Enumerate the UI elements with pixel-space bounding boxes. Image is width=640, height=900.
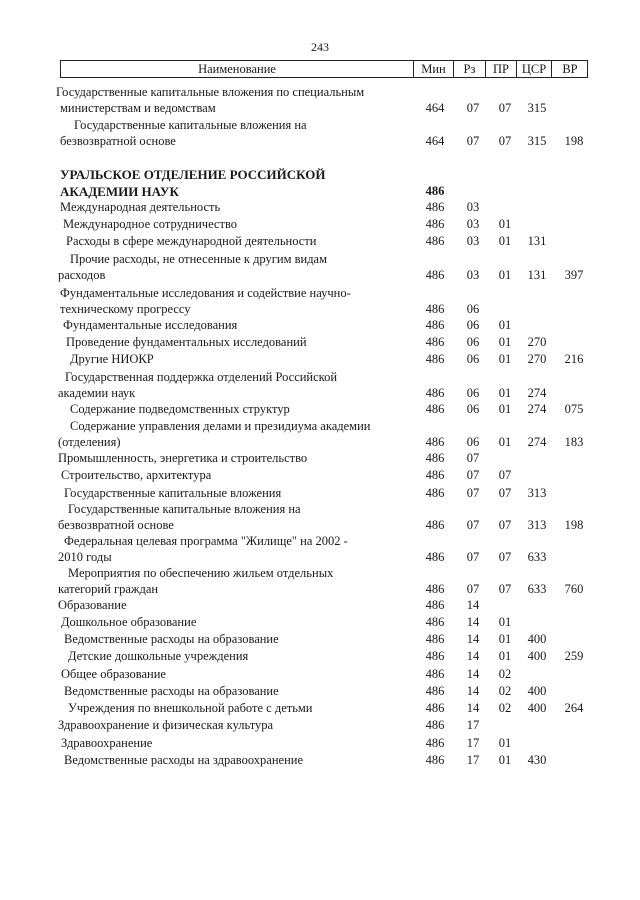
cell-csr: 274 — [527, 402, 547, 416]
cell-rz: 07 — [466, 134, 480, 148]
row-name-line: Образование — [58, 598, 127, 612]
cell-csr: 274 — [527, 435, 547, 449]
cell-min: 486 — [425, 582, 445, 596]
row-name-line: Другие НИОКР — [70, 352, 154, 366]
row-name-line: Государственные капитальные вложения на — [74, 118, 307, 132]
cell-min: 486 — [425, 386, 445, 400]
cell-min: 486 — [425, 335, 445, 349]
cell-min: 464 — [425, 101, 445, 115]
cell-min: 486 — [425, 468, 445, 482]
cell-min: 486 — [425, 615, 445, 629]
cell-min: 486 — [425, 718, 445, 732]
table-header — [60, 60, 588, 78]
cell-csr: 400 — [527, 701, 547, 715]
cell-pr: 01 — [498, 234, 512, 248]
cell-pr: 02 — [498, 667, 512, 681]
cell-pr: 07 — [498, 518, 512, 532]
cell-csr: 315 — [527, 134, 547, 148]
cell-csr: 430 — [527, 753, 547, 767]
cell-rz: 07 — [466, 486, 480, 500]
header-rz: Рз — [453, 61, 485, 78]
cell-rz: 03 — [466, 200, 480, 214]
cell-min: 486 — [425, 302, 445, 316]
cell-min: 486 — [425, 736, 445, 750]
cell-pr: 02 — [498, 701, 512, 715]
cell-pr: 01 — [498, 335, 512, 349]
cell-vr: 198 — [564, 134, 584, 148]
cell-csr: 270 — [527, 352, 547, 366]
cell-pr: 07 — [498, 486, 512, 500]
cell-rz: 06 — [466, 435, 480, 449]
cell-vr: 760 — [564, 582, 584, 596]
cell-min: 486 — [425, 268, 445, 282]
cell-rz: 14 — [466, 632, 480, 646]
cell-min: 486 — [425, 649, 445, 663]
cell-csr: 633 — [527, 550, 547, 564]
cell-vr: 259 — [564, 649, 584, 663]
cell-min: 486 — [425, 352, 445, 366]
row-name-line: Международная деятельность — [60, 200, 221, 214]
row-name-line: Содержание подведомственных структур — [70, 402, 290, 416]
cell-min: 486 — [425, 486, 445, 500]
cell-pr: 01 — [498, 435, 512, 449]
cell-vr: 264 — [564, 701, 584, 715]
cell-min: 486 — [425, 200, 445, 214]
row-name-line: Детские дошкольные учреждения — [68, 649, 249, 663]
page-number: 243 — [311, 40, 329, 54]
header-min: Мин — [413, 61, 453, 78]
row-name-line: Международное сотрудничество — [63, 217, 238, 231]
row-name-line: безвозвратной основе — [60, 134, 176, 148]
row-name-line: Прочие расходы, не отнесенные к другим видам — [70, 252, 328, 266]
cell-rz: 03 — [466, 268, 480, 282]
cell-rz: 17 — [466, 736, 480, 750]
row-name-line: министерствам и ведомствам — [60, 101, 216, 115]
cell-csr: 131 — [527, 268, 547, 282]
cell-rz: 14 — [466, 667, 480, 681]
cell-rz: 06 — [466, 302, 480, 316]
row-name-line: безвозвратной основе — [58, 518, 174, 532]
cell-vr: 216 — [564, 352, 584, 366]
row-name-line: АКАДЕМИИ НАУК — [60, 184, 179, 199]
cell-rz: 06 — [466, 352, 480, 366]
row-name-line: Промышленность, энергетика и строительство — [58, 451, 308, 465]
header-pr: ПР — [485, 61, 516, 78]
cell-csr: 400 — [527, 649, 547, 663]
cell-min: 486 — [425, 184, 445, 198]
cell-rz: 07 — [466, 101, 480, 115]
header-vr: ВР — [551, 61, 588, 78]
cell-csr: 313 — [527, 518, 547, 532]
cell-rz: 07 — [466, 468, 480, 482]
row-name-line: академии наук — [58, 386, 136, 400]
cell-pr: 01 — [498, 753, 512, 767]
cell-rz: 07 — [466, 582, 480, 596]
row-name-line: Здравоохранение — [61, 736, 153, 750]
row-name-line: Учреждения по внешкольной работе с детьми — [68, 701, 313, 715]
cell-pr: 07 — [498, 550, 512, 564]
cell-csr: 270 — [527, 335, 547, 349]
row-name-line: 2010 годы — [58, 550, 112, 564]
cell-min: 486 — [425, 217, 445, 231]
cell-pr: 07 — [498, 101, 512, 115]
row-name-line: Здравоохранение и физическая культура — [58, 718, 274, 732]
row-name-line: Фундаментальные исследования — [63, 318, 238, 332]
cell-min: 486 — [425, 550, 445, 564]
cell-csr: 315 — [527, 101, 547, 115]
row-name-line: Общее образование — [61, 667, 166, 681]
cell-pr: 01 — [498, 649, 512, 663]
cell-vr: 198 — [564, 518, 584, 532]
row-name-line: Федеральная целевая программа "Жилище" на 2002 - — [64, 534, 348, 548]
cell-vr: 075 — [564, 402, 584, 416]
cell-pr: 01 — [498, 268, 512, 282]
row-name-line: Государственная поддержка отделений Российской — [65, 370, 338, 384]
cell-pr: 01 — [498, 632, 512, 646]
cell-rz: 06 — [466, 386, 480, 400]
cell-min: 486 — [425, 701, 445, 715]
cell-min: 486 — [425, 598, 445, 612]
cell-min: 486 — [425, 684, 445, 698]
cell-csr: 131 — [527, 234, 547, 248]
cell-rz: 06 — [466, 402, 480, 416]
cell-rz: 17 — [466, 753, 480, 767]
cell-csr: 400 — [527, 684, 547, 698]
cell-rz: 03 — [466, 234, 480, 248]
row-name-line: (отделения) — [58, 435, 121, 449]
row-name-line: УРАЛЬСКОЕ ОТДЕЛЕНИЕ РОССИЙСКОЙ — [60, 167, 326, 182]
cell-rz: 07 — [466, 451, 480, 465]
cell-rz: 06 — [466, 318, 480, 332]
cell-rz: 14 — [466, 684, 480, 698]
cell-csr: 633 — [527, 582, 547, 596]
header-csr: ЦСР — [516, 61, 551, 78]
cell-pr: 01 — [498, 217, 512, 231]
row-name-line: Расходы в сфере международной деятельности — [66, 234, 317, 248]
cell-min: 486 — [425, 518, 445, 532]
cell-pr: 01 — [498, 736, 512, 750]
cell-rz: 14 — [466, 649, 480, 663]
cell-rz: 14 — [466, 598, 480, 612]
row-name-line: категорий граждан — [58, 582, 159, 596]
row-name-line: Ведомственные расходы на образование — [64, 632, 279, 646]
row-name-line: Фундаментальные исследования и содействие научно- — [60, 286, 351, 300]
row-name-line: Строительство, архитектура — [61, 468, 212, 482]
cell-min: 486 — [425, 234, 445, 248]
cell-min: 486 — [425, 667, 445, 681]
row-name-line: Государственные капитальные вложения по специальным — [56, 85, 365, 99]
cell-pr: 01 — [498, 386, 512, 400]
cell-rz: 07 — [466, 518, 480, 532]
cell-rz: 06 — [466, 335, 480, 349]
cell-pr: 07 — [498, 582, 512, 596]
cell-pr: 07 — [498, 134, 512, 148]
cell-vr: 183 — [564, 435, 584, 449]
cell-min: 486 — [425, 451, 445, 465]
cell-csr: 274 — [527, 386, 547, 400]
cell-pr: 07 — [498, 468, 512, 482]
row-name-line: Государственные капитальные вложения на — [68, 502, 301, 516]
cell-rz: 07 — [466, 550, 480, 564]
cell-pr: 01 — [498, 352, 512, 366]
row-name-line: Государственные капитальные вложения — [64, 486, 282, 500]
cell-min: 486 — [425, 632, 445, 646]
cell-min: 486 — [425, 753, 445, 767]
cell-pr: 01 — [498, 615, 512, 629]
cell-csr: 313 — [527, 486, 547, 500]
cell-rz: 14 — [466, 701, 480, 715]
cell-pr: 02 — [498, 684, 512, 698]
cell-rz: 17 — [466, 718, 480, 732]
cell-vr: 397 — [564, 268, 584, 282]
cell-pr: 01 — [498, 318, 512, 332]
row-name-line: Ведомственные расходы на образование — [64, 684, 279, 698]
row-name-line: Дошкольное образование — [61, 615, 197, 629]
row-name-line: техническому прогрессу — [60, 302, 191, 316]
row-name-line: Содержание управления делами и президиума академии — [70, 419, 371, 433]
cell-rz: 14 — [466, 615, 480, 629]
row-name-line: Мероприятия по обеспечению жильем отдельных — [68, 566, 334, 580]
cell-rz: 03 — [466, 217, 480, 231]
cell-min: 486 — [425, 318, 445, 332]
cell-csr: 400 — [527, 632, 547, 646]
cell-min: 486 — [425, 435, 445, 449]
row-name-line: расходов — [58, 268, 106, 282]
row-name-line: Проведение фундаментальных исследований — [66, 335, 307, 349]
header-name: Наименование — [198, 62, 276, 76]
cell-pr: 01 — [498, 402, 512, 416]
cell-min: 486 — [425, 402, 445, 416]
cell-min: 464 — [425, 134, 445, 148]
row-name-line: Ведомственные расходы на здравоохранение — [64, 753, 304, 767]
